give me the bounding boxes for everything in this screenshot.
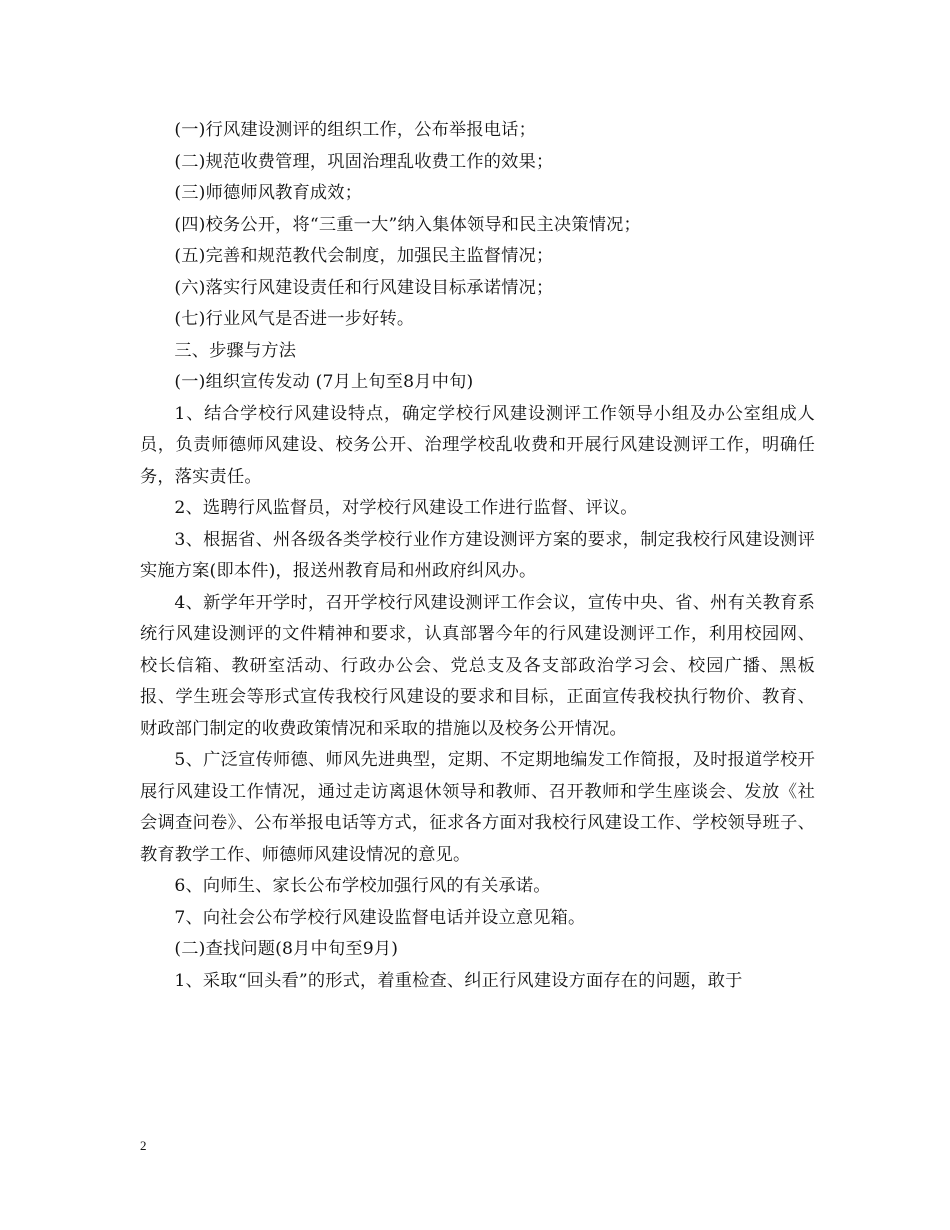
subsection-heading-2: (二)查找问题(8月中旬至9月) <box>174 939 399 959</box>
section-heading: 三、步骤与方法 <box>174 340 297 361</box>
paragraph-find-1: 1、采取“回头看”的形式，着重检查、纠正行风建设方面存在的问题，敢于 <box>174 970 743 991</box>
paragraph-item-2: (二)规范收费管理，巩固治理乱收费工作的效果； <box>174 151 554 172</box>
paragraph-item-4: (四)校务公开，将“三重一大”纳入集体领导和民主决策情况； <box>174 214 641 235</box>
paragraph-item-6: (六)落实行风建设责任和行风建设目标承诺情况； <box>174 277 554 298</box>
paragraph-step-3: 3、根据省、州各级各类学校行业作方建设测评方案的要求，制定我校行风建设测评实施方案(即本件)，报送州教育局和州政府纠风办。 <box>140 529 815 581</box>
paragraph-step-2: 2、选聘行风监督员，对学校行风建设工作进行监督、评议。 <box>174 498 638 518</box>
paragraph-item-5: (五)完善和规范教代会制度，加强民主监督情况； <box>174 246 554 266</box>
document-body <box>140 115 815 997</box>
paragraph-item-7: (七)行业风气是否进一步好转。 <box>174 309 415 329</box>
paragraph-step-4: 4、新学年开学时，召开学校行风建设测评工作会议，宣传中央、省、州有关教育系统行风建设测评的文件精神和要求，认真部署今年的行风建设测评工作，利用校园网、校长信箱、教研室活动、行政办公会、党总支及各支部政治学习会、校园广播、黑板报、学生班会等形式宣传我校行风建设的要求和目标，正面宣传我校执行物价、教育、财政部门制定的收费政策情况和采取的措施以及校务公开情况。 <box>140 592 815 739</box>
paragraph-step-6: 6、向师生、家长公布学校加强行风的有关承诺。 <box>174 876 551 896</box>
paragraph-step-1: 1、结合学校行风建设特点，确定学校行风建设测评工作领导小组及办公室组成人员，负责师德师风建设、校务公开、治理学校乱收费和开展行风建设测评工作，明确任务，落实责任。 <box>140 403 815 487</box>
paragraph-item-3: (三)师德师风教育成效； <box>174 183 363 203</box>
subsection-heading-1: (一)组织宣传发动 (7月上旬至8月中旬) <box>174 372 474 392</box>
page-number: 2 <box>140 1138 147 1153</box>
paragraph-item-1: (一)行风建设测评的组织工作，公布举报电话； <box>174 120 536 140</box>
paragraph-step-7: 7、向社会公布学校行风建设监督电话并设立意见箱。 <box>174 907 586 928</box>
paragraph-step-5: 5、广泛宣传师德、师风先进典型，定期、不定期地编发工作简报，及时报道学校开展行风建设工作情况，通过走访离退休领导和教师、召开教师和学生座谈会、发放《社会调查问卷》、公布举报电话等方式，征求各方面对我校行风建设工作、学校领导班子、教育教学工作、师德师风建设情况的意见。 <box>140 750 815 865</box>
